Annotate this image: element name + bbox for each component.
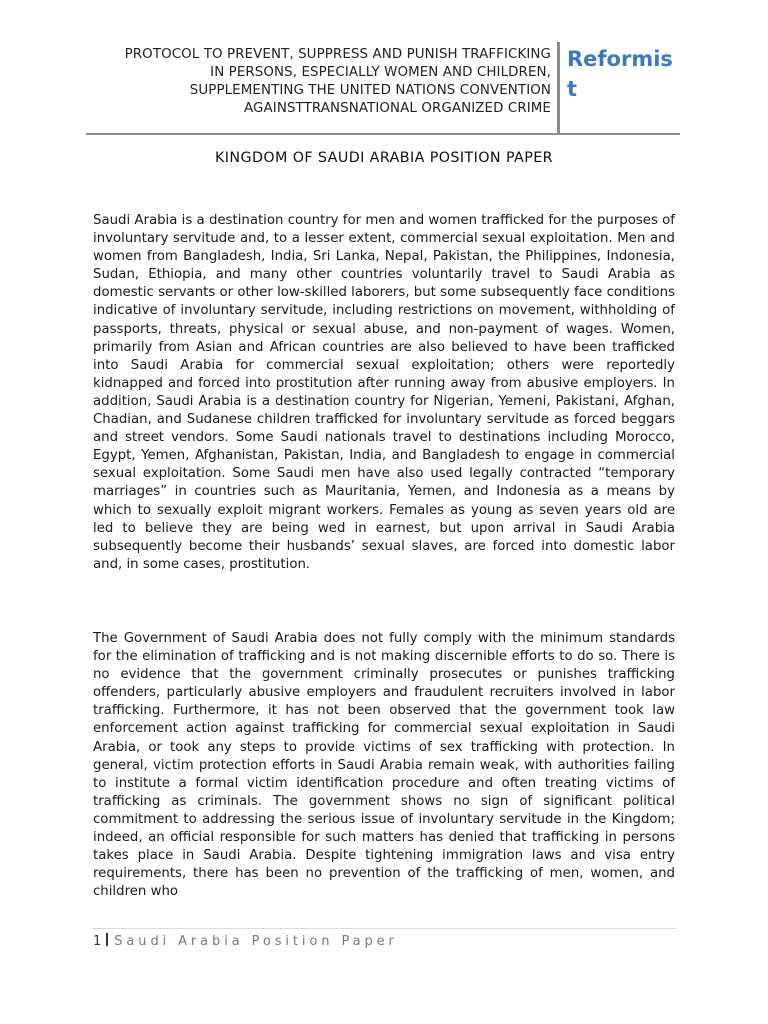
protocol-title-line-2: IN PERSONS, ESPECIALLY WOMEN AND CHILDREN, <box>210 65 551 80</box>
protocol-title-line-3: SUPPLEMENTING THE UNITED NATIONS CONVENTION <box>189 83 551 98</box>
protocol-title <box>96 46 551 118</box>
document-title: KINGDOM OF SAUDI ARABIA POSITION PAPER <box>214 150 554 166</box>
protocol-title-line-4: AGAINSTTRANSNATIONAL ORGANIZED CRIME <box>244 101 551 116</box>
body-paragraph-2: The Government of Saudi Arabia does not fully comply with the minimum standards for the elimination of trafficking and is not making discernible efforts to do so. There is no evidence that the government criminally prosecutes or punishes trafficking offenders, particularly abusive employers and fraudulent recruiters involved in labor trafficking. Furthermore, it has not been observed that the government took law enforcement action against trafficking for commercial sexual exploitation in Saudi Arabia, or took any steps to provide victims of sex trafficking with protection. In general, victim protection efforts in Saudi Arabia remain weak, with authorities failing to institute a formal victim identification procedure and often treating victims of trafficking as criminals. The government shows no sign of significant political commitment to addressing the serious issue of involuntary servitude in the Kingdom; indeed, an official responsible for such matters has denied that trafficking in persons takes place in Saudi Arabia. Despite tightening immigration laws and visa entry requirements, there has been no prevention of the trafficking of men, women, and children who <box>93 631 675 900</box>
page-footer <box>93 933 398 951</box>
body-paragraph-1: Saudi Arabia is a destination country for men and women trafficked for the purposes of involuntary servitude and, to a lesser extent, commercial sexual exploitation. Men and women from Bangladesh, India, Sri Lanka, Nepal, Pakistan, the Philippines, Indonesia, Sudan, Ethiopia, and many other countries voluntarily travel to Saudi Arabia as domestic servants or other low-skilled laborers, but some subsequently face conditions indicative of involuntary servitude, including restrictions on movement, withholding of passports, threats, physical or sexual abuse, and non-payment of wages. Women, primarily from Asian and African countries are also believed to have been trafficked into Saudi Arabia for commercial sexual exploitation; others were reportedly kidnapped and forced into prostitution after running away from abusive employers. In addition, Saudi Arabia is a destination country for Nigerian, Yemeni, Pakistani, Afghan, Chadian, and Sudanese children trafficked for involuntary servitude as forced beggars and street vendors. Some Saudi nationals travel to destinations including Morocco, Egypt, Yemen, Afghanistan, Pakistan, India, and Bangladesh to engage in commercial sexual exploitation. Some Saudi men have also used legally contracted “temporary marriages” in countries such as Mauritania, Yemen, and Indonesia as a means by which to sexually exploit migrant workers. Females as young as seven years old are led to believe they are being wed in earnest, but upon arrival in Saudi Arabia subsequently become their husbands’ sexual slaves, are forced into domestic labor and, in some cases, prostitution. <box>93 213 675 572</box>
brand-name: Reformist <box>567 47 673 101</box>
footer-separator <box>106 933 108 946</box>
footer-rule <box>93 928 676 929</box>
protocol-title-line-1: PROTOCOL TO PREVENT, SUPPRESS AND PUNISH TRAFFICKING <box>124 47 551 62</box>
page-number: 1 <box>93 934 102 949</box>
header-horizontal-rule <box>86 133 680 135</box>
header-vertical-divider <box>557 42 560 134</box>
footer-label: Saudi Arabia Position Paper <box>114 934 398 949</box>
